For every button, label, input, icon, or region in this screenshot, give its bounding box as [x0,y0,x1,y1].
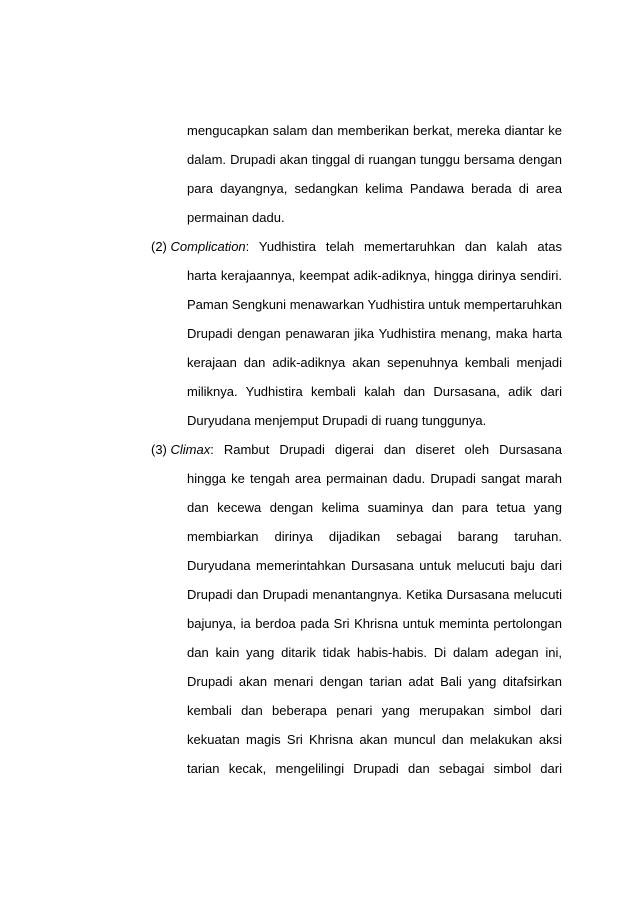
list-item-number: (2) [151,239,167,254]
text-line: kembali dan beberapa penari yang merupakan simbol dari [187,703,562,718]
text-line: membiarkan dirinya dijadikan sebagai barang taruhan. [187,529,562,544]
text-line: hingga ke tengah area permainan dadu. Drupadi sangat marah [187,471,562,486]
text-line: kerajaan dan adik-adiknya akan sepenuhnya kembali menjadi [187,355,562,370]
text-line: bajunya, ia berdoa pada Sri Khrisna untuk meminta pertolongan [187,616,562,631]
list-item-label [151,239,246,255]
text-line: Duryudana memerintahkan Dursasana untuk melucuti baju dari [187,558,562,573]
text-line: : Yudhistira telah memertaruhkan dan kalah atas [245,239,562,254]
text-line: para dayangnya, sedangkan kelima Pandawa berada di area [187,181,562,196]
text-line: permainan dadu. [187,210,285,225]
list-item-first-line [151,442,562,458]
list-item-label [151,442,210,458]
text-line: dan kain yang ditarik tidak habis-habis. Di dalam adegan ini, [187,645,562,660]
list-item-first-line [151,239,562,255]
text-line: Paman Sengkuni menawarkan Yudhistira untuk mempertaruhkan [187,297,562,312]
text-line: Drupadi dengan penawaran jika Yudhistira menang, maka harta [187,326,562,341]
list-item-term: Complication [170,239,246,254]
text-line: Drupadi akan menari dengan tarian adat Bali yang ditafsirkan [187,674,562,689]
text-line: dalam. Drupadi akan tinggal di ruangan tunggu bersama dengan [187,152,562,167]
list-item-term: Climax [170,442,211,457]
list-item-number: (3) [151,442,167,457]
text-line: miliknya. Yudhistira kembali kalah dan Dursasana, adik dari [187,384,562,399]
text-line: harta kerajaannya, keempat adik-adiknya, hingga dirinya sendiri. [187,268,562,283]
text-line: kekuatan magis Sri Khrisna akan muncul dan melakukan aksi [187,732,562,747]
text-line: dan kecewa dengan kelima suaminya dan para tetua yang [187,500,562,515]
text-line: : Rambut Drupadi digerai dan diseret oleh Dursasana [210,442,562,457]
text-line: tarian kecak, mengelilingi Drupadi dan sebagai simbol dari [187,761,562,776]
text-line: mengucapkan salam dan memberikan berkat, mereka diantar ke [187,123,562,138]
text-line: Duryudana menjemput Drupadi di ruang tunggunya. [187,413,487,428]
text-line: Drupadi dan Drupadi menantangnya. Ketika Dursasana melucuti [187,587,562,602]
